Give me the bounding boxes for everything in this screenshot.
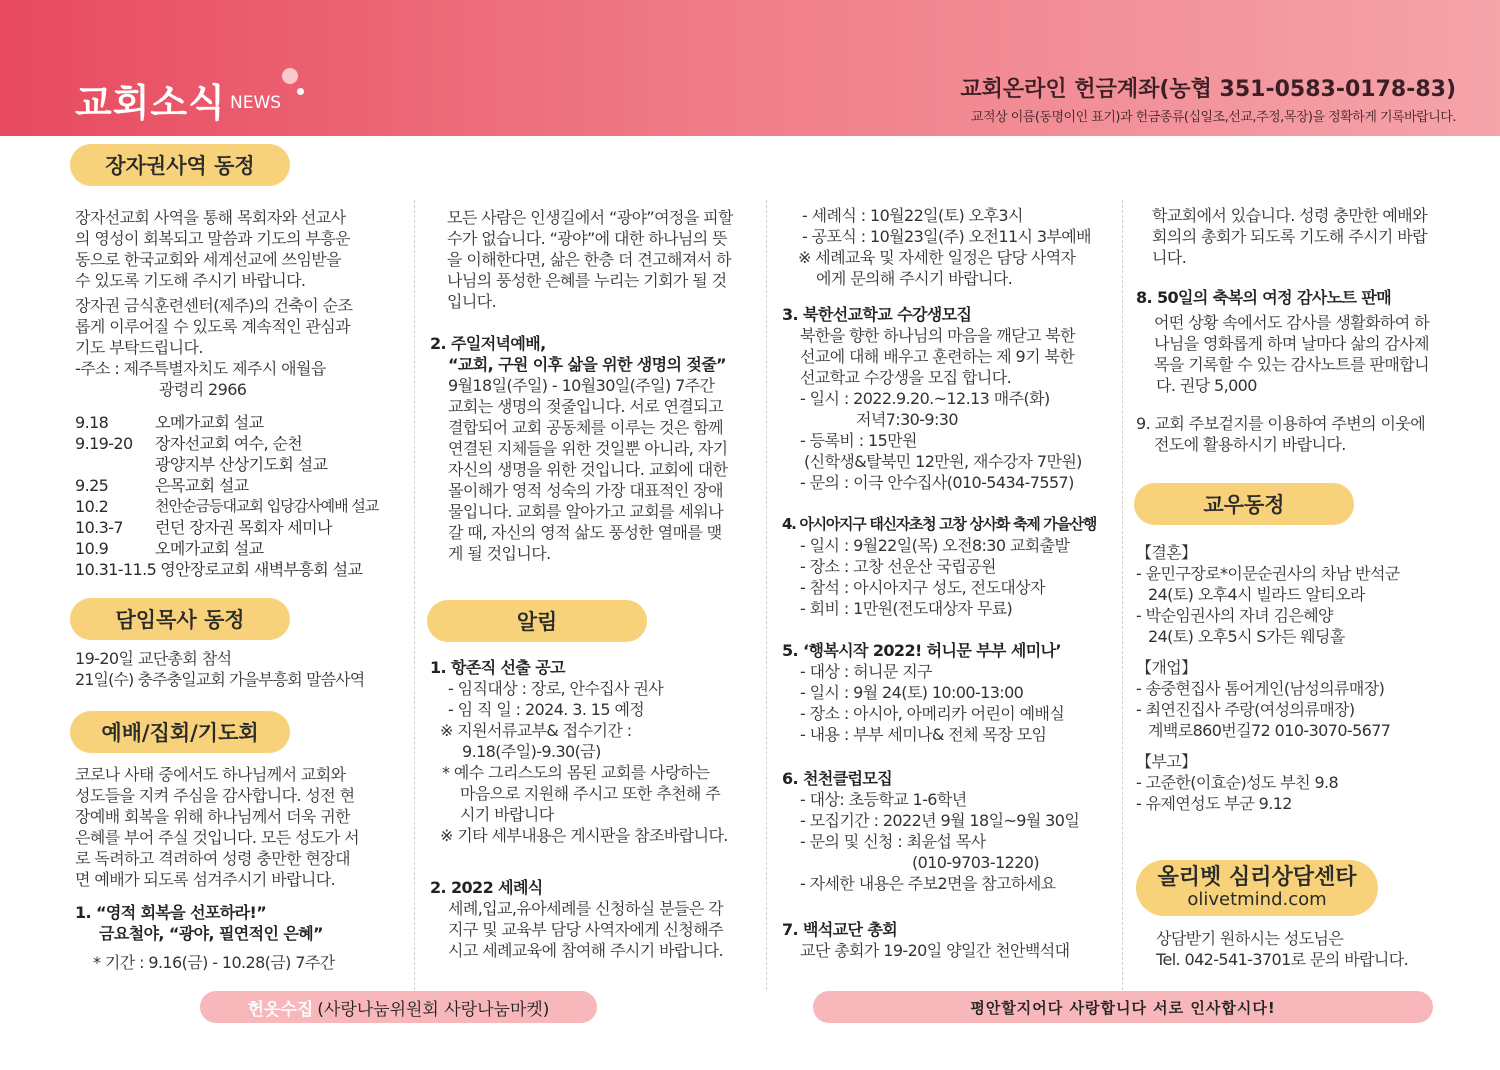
text-line: 면 예배가 되도록 섬겨주시기 바랍니다. [75,870,336,889]
category-label: 【결혼】 [1136,543,1197,562]
text-line: 어떤 상황 속에서도 감사를 생활화하여 하 [1154,313,1429,332]
pastor-schedule [75,412,378,580]
text-line: - 최연진집사 주랑(여성의류매장) [1136,700,1355,719]
text-line: 학교회에서 있습니다. 성령 충만한 예배와 [1152,206,1427,225]
text-line: - 장소 : 고창 선운산 국립공원 [800,557,996,576]
text-line: 지구 및 교육부 담당 사역자에게 신청해주 [448,920,723,939]
text-line: 기도 부탁드립니다. [75,338,203,357]
item-title: 7. 백석교단 총회 [782,920,898,939]
text-line: 롭게 이루어질 수 있도록 계속적인 관심과 [75,317,350,336]
schedule-date: 9.19-20 [75,434,133,453]
schedule-row [75,559,378,580]
text-line: - 유제연성도 부군 9.12 [1136,794,1292,813]
text-line: - 윤민구장로*이문순권사의 차남 반석군 [1136,564,1400,583]
text-line: ※ 세례교육 및 자세한 일정은 담당 사역자 [798,248,1076,267]
item-title: 5. ‘행복시작 2022! 허니문 부부 세미나’ [782,641,1061,660]
text-line: 세례,입교,유아세례를 신청하실 분들은 각 [448,899,723,918]
text-line: ※ 기타 세부내용은 게시판을 참조바랍니다. [440,826,728,845]
text-line: ※ 지원서류교부& 접수기간 : [440,721,632,740]
text-line: 저녁7:30-9:30 [856,410,958,429]
counseling-center-pill [1136,860,1378,916]
text-line: 몰이해가 영적 성숙의 가장 대표적인 장애 [448,481,723,500]
text-line: 나님을 영화롭게 하며 날마다 삶의 감사제 [1154,334,1429,353]
schedule-date: 9.25 [75,476,109,495]
text-line: 9.18(주일)-9.30(금) [462,742,601,761]
text-line: 동으로 한국교회와 세계선교에 쓰임받을 [75,250,342,269]
schedule-row [75,475,378,496]
schedule-date: 10.31-11.5 [75,560,157,579]
text-line: 9. 교회 주보겉지를 이용하여 주변의 이웃에 [1136,414,1426,433]
text-line: 은혜를 부어 주실 것입니다. 모든 성도가 서 [75,828,359,847]
item-title: 3. 북한선교학교 수강생모집 [782,305,972,324]
decor-dot-icon [282,68,298,84]
item-subtitle: 금요철야, “광야, 필연적인 은혜” [99,924,323,943]
text-line: Tel. 042-541-3701로 문의 바랍니다. [1156,950,1409,969]
greeting-banner: 평안할지어다 사랑합니다 서로 인사합시다! [813,991,1433,1023]
text-line: 자신의 생명을 위한 것입니다. 교회에 대한 [448,460,728,479]
text-line: - 장소 : 아시아, 아메리카 어린이 예배실 [800,704,1065,723]
item-title: 6. 천천클럽모집 [782,769,893,788]
text-line: 회의의 총회가 되도록 기도해 주시기 바랍 [1152,227,1427,246]
category-label: 【부고】 [1136,752,1197,771]
schedule-event: 영안장로교회 새벽부흥회 설교 [160,560,363,579]
clothes-collection-text: (사랑나눔위원회 사랑나눔마켓) [317,999,550,1020]
text-line: 마음으로 지원해 주시고 또한 추천해 주 [460,784,721,803]
text-line: 물입니다. 교회를 알아가고 교회를 세워나 [448,502,723,521]
schedule-row [75,496,378,517]
text-line: - 문의 : 이극 안수집사(010-5434-7557) [800,473,1074,492]
schedule-event: 장자선교회 여수, 순천 [155,434,303,453]
text-line: 연결된 지체들을 위한 것일뿐 아니라, 자기 [448,439,728,458]
text-line: - 대상 : 허니문 지구 [800,662,932,681]
schedule-date: 10.3-7 [75,518,123,537]
text-line: 결합되어 교회 공동체를 이루는 것은 함께 [448,418,723,437]
text-line: 수 있도록 기도해 주시기 바랍니다. [75,271,306,290]
text-line: 갈 때, 자신의 영적 삶도 풍성한 열매를 맺 [448,523,722,542]
text-line: (신학생&탈북민 12만원, 재수강자 7만원) [804,452,1082,471]
offering-account-title: 교회온라인 헌금계좌(농협 351-0583-0178-83) [960,77,1456,102]
item-title: 1. “영적 회복을 선포하라!” [75,903,267,922]
text-line: 로 독려하고 격려하여 성령 충만한 현장대 [75,849,350,868]
wilderness-intro [447,207,757,312]
item-title: 2. 주일저녁예배, [430,334,546,353]
text-line: - 자세한 내용은 주보2면을 참고하세요 [800,874,1056,893]
notice-officer-election [430,657,760,846]
text-line: - 회비 : 1만원(전도대상자 무료) [800,599,1013,618]
text-line: 성도들을 지켜 주심을 감사합니다. 성전 현 [75,786,355,805]
text-line: 장자선교회 사역을 통해 목회자와 선교사 [75,208,346,227]
schedule-row [75,454,378,475]
text-line: - 대상: 초등학교 1-6학년 [800,790,967,809]
text-line: 21일(수) 충주충일교회 가을부흥회 말씀사역 [75,670,365,689]
schedule-event: 오메가교회 설교 [155,539,264,558]
schedule-row [75,433,378,454]
text-line: 계백로860번길72 010-3070-5677 [1148,721,1391,740]
gratitude-note-sale [1136,287,1476,396]
text-line: 24(토) 오후4시 빌라드 알티오라 [1148,585,1365,604]
text-line: 전도에 활용하시기 바랍니다. [1154,435,1346,454]
text-line: 선교에 대해 배우고 훈련하는 제 9기 북한 [800,347,1075,366]
schedule-event: 광양지부 산상기도회 설교 [155,455,328,474]
assembly-notice [782,919,1117,961]
asia-district-hiking [782,514,1117,619]
schedule-event: 천안순금등대교회 입당감사예배 설교 [155,497,379,515]
nk-mission-school [782,304,1117,493]
header-banner [0,0,1500,136]
members-news [1136,542,1476,814]
text-line: 의 영성이 회복되고 말씀과 기도의 부흥운 [75,229,350,248]
text-line: - 세례식 : 10월22일(토) 오후3시 [802,206,1023,225]
counseling-center-url[interactable]: olivetmind.com [1187,889,1327,910]
schedule-row [75,412,378,433]
text-line: - 문의 및 신청 : 최윤섭 목사 [800,832,986,851]
clothes-collection-banner [200,991,597,1023]
text-line: - 등록비 : 15만원 [800,431,917,450]
text-line: 9월18일(주일) - 10월30일(주일) 7주간 [448,376,715,395]
column-divider [766,200,767,990]
text-line: 모든 사람은 인생길에서 “광야”여정을 피할 [447,208,733,227]
text-line: - 송중현집사 톰어게인(남성의류매장) [1136,679,1385,698]
text-line: 코로나 사태 중에서도 하나님께서 교회와 [75,765,346,784]
text-line: 교회는 생명의 젖줄입니다. 서로 연결되고 [448,397,723,416]
category-label: 【개업】 [1136,658,1197,677]
text-line: - 일시 : 9월 24(토) 10:00-13:00 [800,683,1024,702]
offering-account-note: 교적상 이름(동명이인 표기)과 헌금종류(십일조,선교,주정,목장)을 정확하게 기록바랍니다. [970,110,1456,125]
item-title: 4. 아시아지구 태신자초청 고창 상사화 축제 가을산행 [782,515,1097,533]
decor-dot-small-icon [297,88,304,95]
bulletin-evangelism [1136,413,1476,455]
text-line: 북한을 향한 하나님의 마음을 깨닫고 북한 [800,326,1075,345]
schedule-date [75,454,155,475]
schedule-date: 10.9 [75,539,109,558]
address-line: 광령리 2966 [159,380,247,399]
text-line: 목을 기록할 수 있는 감사노트를 판매합니 [1154,355,1429,374]
schedule-event: 오메가교회 설교 [155,413,264,432]
counseling-center-name: 올리벳 심리상담센타 [1157,865,1357,890]
text-line: - 임 직 일 : 2024. 3. 15 예정 [448,700,645,719]
pastor-text [75,648,410,690]
section-pill-worship: 예배/집회/기도회 [70,711,290,753]
schedule-date: 9.18 [75,413,109,432]
cheoncheon-club [782,768,1117,894]
honeymoon-seminar [782,640,1117,745]
schedule-event: 런던 장자권 목회자 세미나 [155,518,332,537]
schedule-row [75,517,378,538]
text-line: 장예배 회복을 위해 하나님께서 더욱 귀한 [75,807,350,826]
text-line: (010-9703-1220) [912,853,1040,872]
text-line: - 모집기간 : 2022년 9월 18일~9월 30일 [800,811,1080,830]
item-subtitle: “교회, 구원 이후 삶을 위한 생명의 젖줄” [448,355,726,374]
text-line: 나님의 풍성한 은혜를 누리는 기회가 될 것 [447,271,727,290]
address-line: -주소 : 제주특별자치도 제주시 애월읍 [75,359,326,378]
schedule-date: 10.2 [75,497,109,516]
counseling-contact [1156,928,1476,970]
text-line: 선교학교 수강생을 모집 합니다. [800,368,1012,387]
text-line: 에게 문의해 주시기 바랍니다. [816,269,1013,288]
clothes-collection-highlight: 헌옷수집 [247,999,314,1020]
item-period: * 기간 : 9.16(금) - 10.28(금) 7주간 [93,953,335,972]
item-title: 8. 50일의 축복의 여정 감사노트 판매 [1136,288,1392,307]
section-pill-notice: 알림 [427,600,647,642]
page-title: 교회소식 [75,81,226,125]
page-subtitle: NEWS [230,93,282,113]
text-line: 입니다. [447,292,497,311]
sunday-evening-service [430,333,760,564]
text-line: 시기 바랍니다 [460,805,554,824]
text-line: - 참석 : 아시아지구 성도, 전도대상자 [800,578,1045,597]
column-divider [414,200,415,990]
worship-text [75,764,410,973]
schedule-event: 은목교회 설교 [155,476,249,495]
column-divider [1122,200,1123,990]
jangja-text [75,207,405,400]
item-title: 1. 항존직 선출 공고 [430,658,565,677]
text-line: - 고준한(이효순)성도 부친 9.8 [1136,773,1339,792]
text-line: 게 될 것입니다. [448,544,551,563]
text-line: 장자권 금식훈련센터(제주)의 건축이 순조 [75,296,353,315]
section-pill-jangja: 장자권사역 동정 [70,144,290,186]
text-line: - 임직대상 : 장로, 안수집사 권사 [448,679,664,698]
text-line: 상담받기 원하시는 성도님은 [1156,929,1344,948]
item-title: 2. 2022 세례식 [430,878,543,897]
text-line: - 공포식 : 10월23일(주) 오전11시 3부예배 [802,227,1092,246]
text-line: 시고 세례교육에 참여해 주시기 바랍니다. [448,941,723,960]
schedule-row [75,538,378,559]
text-line: - 내용 : 부부 세미나& 전체 목장 모임 [800,725,1047,744]
notice-baptism [430,877,760,961]
text-line: - 박순임권사의 자녀 김은혜양 [1136,606,1333,625]
baptism-schedule [798,205,1116,289]
assembly-continued [1152,205,1472,268]
text-line: 다. 권당 5,000 [1156,376,1257,395]
text-line: 을 이해한다면, 삶은 한층 더 견고해져서 하 [447,250,731,269]
text-line: 24(토) 오후5시 S가든 웨딩홀 [1148,627,1345,646]
text-line: 니다. [1152,248,1187,267]
text-line: 교단 총회가 19-20일 양일간 천안백석대 [800,941,1070,960]
text-line: 19-20일 교단총회 참석 [75,649,232,668]
text-line: 수가 없습니다. “광야”에 대한 하나님의 뜻 [447,229,727,248]
section-pill-members: 교우동정 [1134,483,1354,525]
text-line: - 일시 : 2022.9.20.~12.13 매주(화) [800,389,1050,408]
section-pill-pastor: 담임목사 동정 [70,598,290,640]
text-line: * 예수 그리스도의 몸된 교회를 사랑하는 [442,763,710,782]
text-line: - 일시 : 9월22일(목) 오전8:30 교회출발 [800,536,1070,555]
